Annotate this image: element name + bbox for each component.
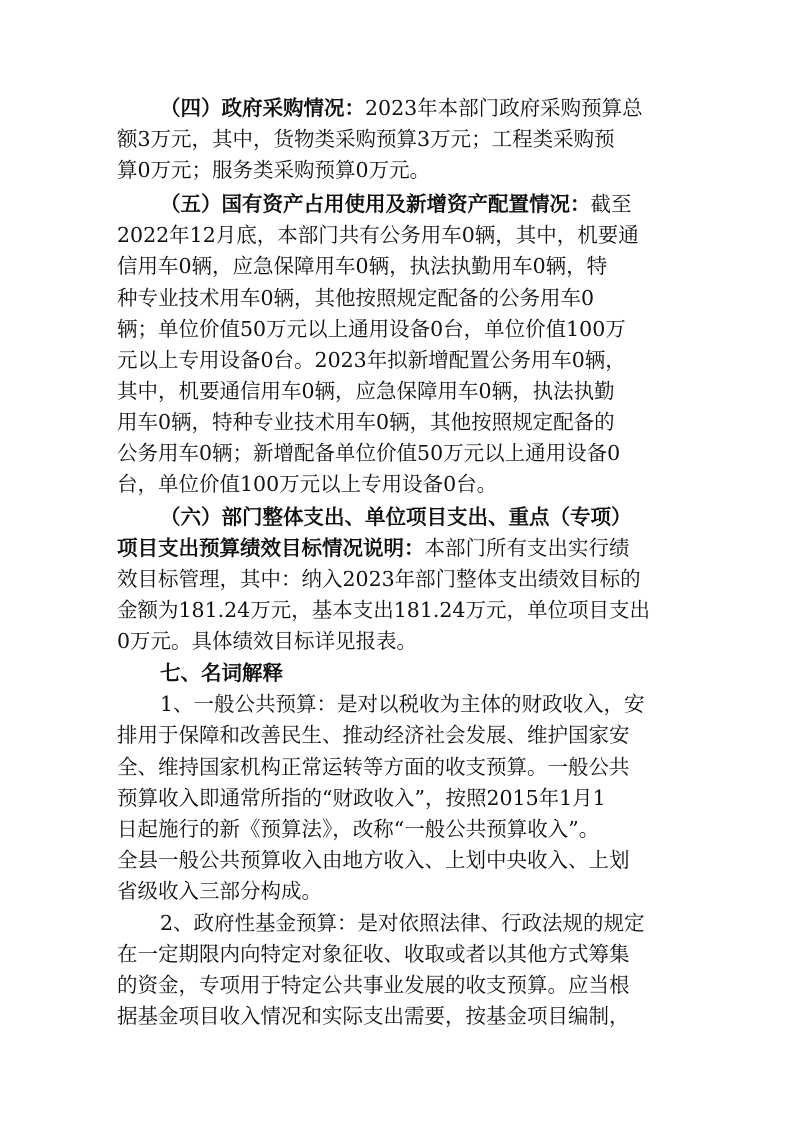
text-line bbox=[117, 973, 630, 997]
text-line bbox=[117, 629, 417, 653]
text-line bbox=[160, 692, 645, 716]
text-line bbox=[117, 598, 650, 622]
line-text: 日起施行的新《预算法》，改称“一般公共预算收入”。 bbox=[117, 817, 600, 841]
text-line bbox=[117, 127, 615, 151]
text-line bbox=[117, 348, 626, 372]
section-heading: （四）政府采购情况： bbox=[160, 96, 365, 120]
text-line bbox=[117, 1004, 630, 1028]
line-text: 辆；单位价值50万元以上通用设备0台，单位价值100万 bbox=[117, 317, 626, 341]
line-text: 全、维持国家机构正常运转等方面的收支预算。一般公共 bbox=[117, 755, 630, 779]
text-line bbox=[117, 472, 497, 496]
section-heading: 项目支出预算绩效目标情况说明： bbox=[117, 536, 425, 560]
line-text: 在一定期限内向特定对象征收、收取或者以其他方式筹集 bbox=[117, 942, 630, 966]
text-line bbox=[160, 911, 645, 935]
text-line bbox=[160, 661, 283, 685]
text-line bbox=[117, 317, 626, 341]
line-text: 其中，机要通信用车0辆，应急保障用车0辆，执法执勤 bbox=[117, 379, 615, 403]
text-line bbox=[160, 96, 643, 120]
line-text: 金额为181.24万元，基本支出181.24万元，单位项目支出 bbox=[117, 598, 650, 622]
line-text: 公务用车0辆；新增配备单位价值50万元以上通用设备0 bbox=[117, 441, 621, 465]
line-text: 预算收入即通常所指的“财政收入”，按照2015年1月1 bbox=[117, 786, 606, 810]
line-text: 额3万元，其中，货物类采购预算3万元；工程类采购预 bbox=[117, 127, 615, 151]
text-line bbox=[160, 505, 632, 529]
text-line bbox=[160, 192, 632, 216]
text-line bbox=[117, 379, 615, 403]
line-text: 算0万元；服务类采购预算0万元。 bbox=[117, 158, 431, 182]
line-text: 据基金项目收入情况和实际支出需要，按基金项目编制， bbox=[117, 1004, 630, 1028]
section-heading: （五）国有资产占用使用及新增资产配置情况： bbox=[160, 192, 591, 216]
line-text: 用车0辆，特种专业技术用车0辆，其他按照规定配备的 bbox=[117, 410, 615, 434]
text-line bbox=[117, 942, 630, 966]
section-heading: 七、名词解释 bbox=[160, 661, 283, 685]
line-text: 2023年本部门政府采购预算总 bbox=[365, 96, 643, 120]
text-line bbox=[117, 158, 430, 182]
line-text: 0万元。具体绩效目标详见报表。 bbox=[117, 629, 418, 653]
text-line bbox=[117, 254, 607, 278]
section-heading: （六）部门整体支出、单位项目支出、重点（专项） bbox=[160, 505, 632, 529]
line-text: 2022年12月底，本部门共有公务用车0辆，其中，机要通 bbox=[117, 223, 639, 247]
text-line bbox=[117, 786, 606, 810]
text-line bbox=[117, 723, 630, 747]
line-text: 效目标管理，其中：纳入2023年部门整体支出绩效目标的 bbox=[117, 567, 641, 591]
text-line bbox=[117, 410, 615, 434]
line-text: 排用于保障和改善民生、推动经济社会发展、维护国家安 bbox=[117, 723, 630, 747]
text-line bbox=[117, 755, 630, 779]
line-text: 种专业技术用车0辆，其他按照规定配备的公务用车0 bbox=[117, 286, 595, 310]
line-text: 本部门所有支出实行绩 bbox=[424, 536, 630, 560]
line-text: 2、政府性基金预算：是对依照法律、行政法规的规定 bbox=[160, 911, 645, 935]
text-line bbox=[117, 848, 630, 872]
line-text: 全县一般公共预算收入由地方收入、上划中央收入、上划 bbox=[117, 848, 630, 872]
line-text: 省级收入三部分构成。 bbox=[117, 879, 322, 903]
line-text: 台，单位价值100万元以上专用设备0台。 bbox=[117, 472, 498, 496]
line-text: 信用车0辆，应急保障用车0辆，执法执勤用车0辆，特 bbox=[117, 254, 608, 278]
text-line bbox=[117, 879, 322, 903]
text-line bbox=[117, 817, 599, 841]
text-line bbox=[117, 536, 630, 560]
line-text: 元以上专用设备0台。2023年拟新增配置公务用车0辆， bbox=[117, 348, 626, 372]
text-line bbox=[117, 567, 641, 591]
text-line bbox=[117, 223, 639, 247]
line-text: 截至 bbox=[590, 192, 632, 216]
line-text: 1、一般公共预算：是对以税收为主体的财政收入，安 bbox=[160, 692, 645, 716]
line-text: 的资金，专项用于特定公共事业发展的收支预算。应当根 bbox=[117, 973, 630, 997]
text-line bbox=[117, 441, 620, 465]
text-line bbox=[117, 286, 594, 310]
